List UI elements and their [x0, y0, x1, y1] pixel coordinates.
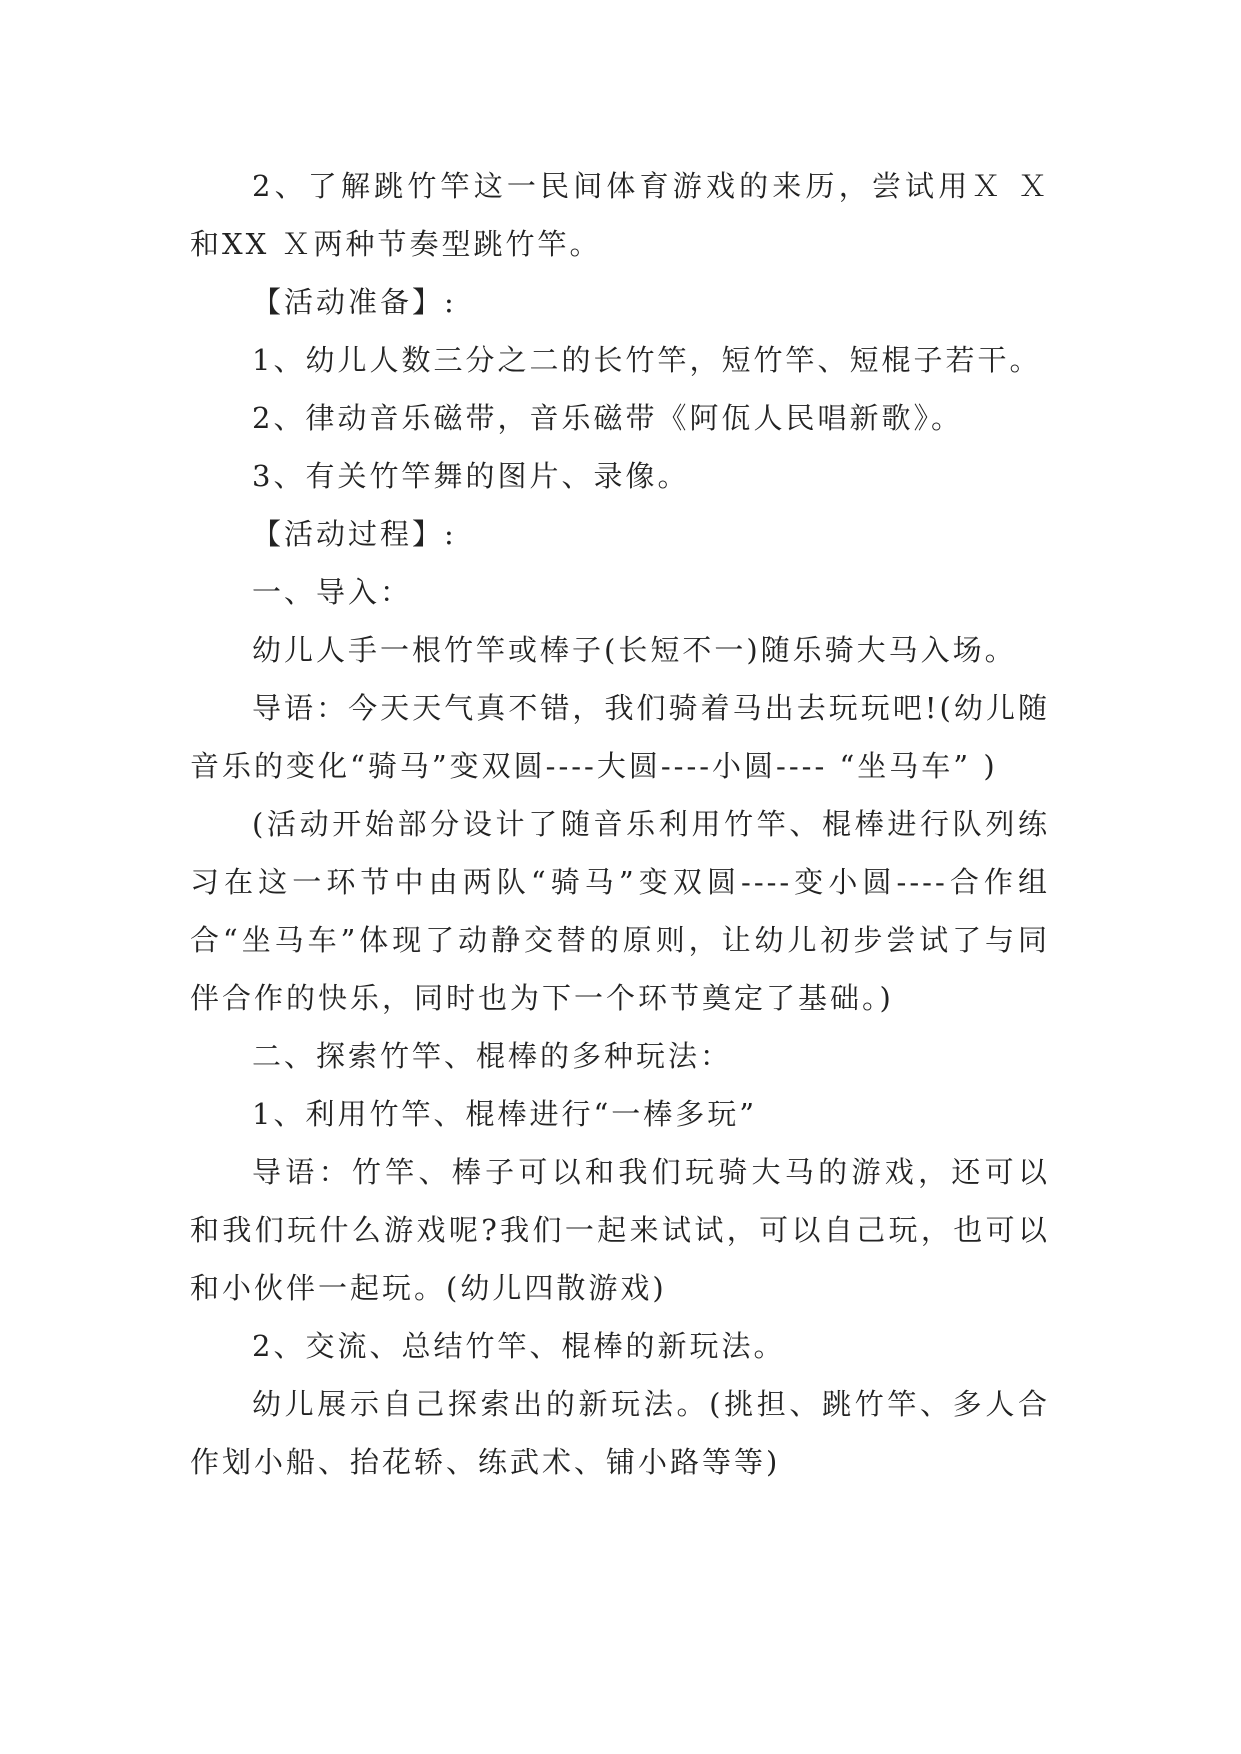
heading-introduction: 一、导入： [252, 575, 413, 609]
heading-explore: 二、探索竹竿、棍棒的多种玩法： [252, 1039, 733, 1073]
paragraph-explore-2: 2、交流、总结竹竿、棍棒的新玩法。 [252, 1329, 786, 1363]
paragraph-entrance: 幼儿人手一根竹竿或棒子(长短不一)随乐骑大马入场。 [252, 633, 1017, 667]
paragraph-showcase: 幼儿展示自己探索出的新玩法。(挑担、跳竹竿、多人合作划小船、抬花轿、练武术、铺小路等等) [190, 1387, 1050, 1479]
paragraph-guide-2: 导语：竹竿、棒子可以和我们玩骑大马的游戏，还可以和我们玩什么游戏呢?我们一起来试试，可以自己玩，也可以和小伙伴一起玩。(幼儿四散游戏) [190, 1155, 1050, 1305]
paragraph-preparation-3: 3、有关竹竿舞的图片、录像。 [252, 459, 690, 493]
paragraph-design-note: (活动开始部分设计了随音乐利用竹竿、棍棒进行队列练习在这一环节中由两队“骑马”变双圆----变小圆----合作组合“坐马车”体现了动静交替的原则，让幼儿初步尝试了与同伴合作的快乐，同时也为下一个环节奠定了基础。) [190, 807, 1050, 1015]
paragraph-preparation-2: 2、律动音乐磁带，音乐磁带《阿佤人民唱新歌》。 [252, 401, 963, 435]
document-body [190, 157, 1050, 1491]
paragraph-explore-1: 1、利用竹竿、棍棒进行“一棒多玩” [252, 1097, 758, 1131]
heading-activity-process: 【活动过程】: [252, 517, 457, 551]
heading-activity-preparation: 【活动准备】: [252, 285, 457, 319]
paragraph-goal-2: 2、了解跳竹竿这一民间体育游戏的来历，尝试用Ｘ Ｘ 和XX Ｘ两种节奏型跳竹竿。 [190, 169, 1050, 261]
paragraph-preparation-1: 1、幼儿人数三分之二的长竹竿，短竹竿、短棍子若干。 [252, 343, 1042, 377]
paragraph-guide-1: 导语：今天天气真不错，我们骑着马出去玩玩吧!(幼儿随音乐的变化“骑马”变双圆----大圆----小圆---- “坐马车” ) [190, 691, 1050, 783]
